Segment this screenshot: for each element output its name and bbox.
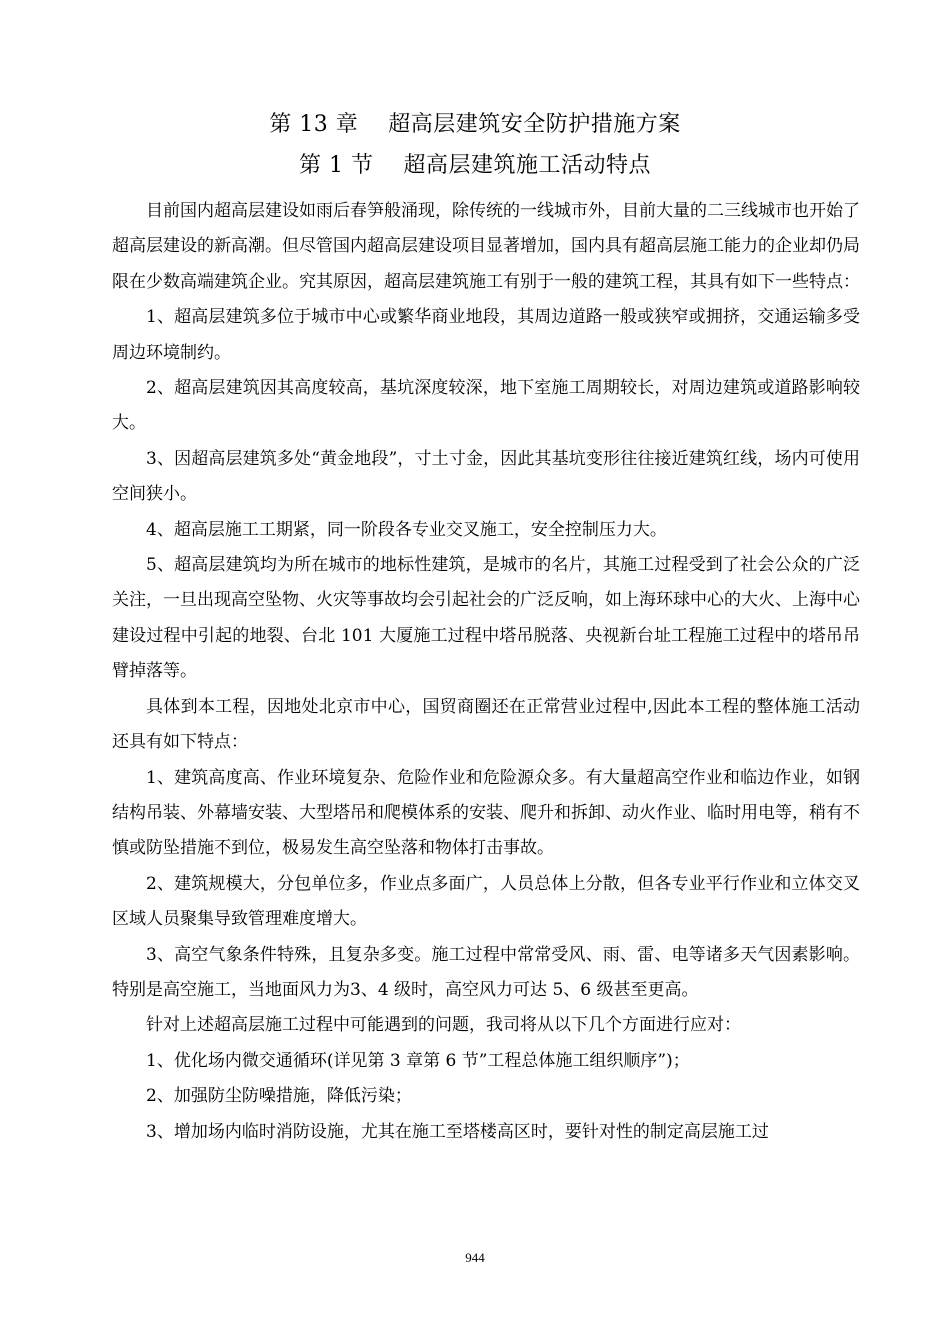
section-title: 第 1 节 超高层建筑施工活动特点 — [299, 153, 651, 178]
paragraph-feature-1: 1、超高层建筑多位于城市中心或繁华商业地段，其周边道路一般或狭窄或拥挤，交通运输多受周边环境制约。 — [112, 307, 860, 363]
paragraph-intro: 目前国内超高层建设如雨后春笋般涌现，除传统的一线城市外，目前大量的二三线城市也开始了超高层建设的新高潮。但尽管国内超高层建设项目显著增加，国内具有超高层施工能力的企业却仍局限在少数高端建筑企业。究其原因，超高层建筑施工有别于一般的建筑工程，其具有如下一些特点： — [112, 201, 860, 292]
paragraph-feature-5: 5、超高层建筑均为所在城市的地标性建筑，是城市的名片，其施工过程受到了社会公众的广泛关注，一旦出现高空坠物、火灾等事故均会引起社会的广泛反响，如上海环球中心的大火、上海中心建设过程中引起的地裂、台北 101 大厦施工过程中塔吊脱落、央视新台址工程施工过程中的塔吊吊臂掉落等。 — [112, 555, 860, 682]
paragraph-feature-4: 4、超高层施工工期紧，同一阶段各专业交叉施工，安全控制压力大。 — [146, 519, 667, 540]
chapter-title: 第 13 章 超高层建筑安全防护措施方案 — [269, 112, 681, 137]
paragraph-project-feature-2: 2、建筑规模大，分包单位多，作业点多面广，人员总体上分散，但各专业平行作业和立体交叉区域人员聚集导致管理难度增大。 — [112, 873, 860, 930]
paragraph-project-intro: 具体到本工程，因地处北京市中心，国贸商圈还在正常营业过程中,因此本工程的整体施工活动还具有如下特点： — [112, 696, 860, 753]
paragraph-response-intro: 针对上述超高层施工过程中可能遇到的问题，我司将从以下几个方面进行应对： — [146, 1015, 741, 1036]
paragraph-response-1: 1、优化场内微交通循环(详见第 3 章第 6 节”工程总体施工组织顺序”)； — [146, 1050, 690, 1071]
paragraph-project-feature-3: 3、高空气象条件特殊，且复杂多变。施工过程中常常受风、雨、雷、电等诸多天气因素影响。特别是高空施工，当地面风力为3、4 级时，高空风力可达 5、6 级甚至更高。 — [112, 944, 860, 1000]
paragraph-response-2: 2、加强防尘防噪措施，降低污染； — [146, 1086, 412, 1107]
paragraph-project-feature-1: 1、建筑高度高、作业环境复杂、危险作业和危险源众多。有大量超高空作业和临边作业，如钢结构吊装、外幕墙安装、大型塔吊和爬模体系的安装、爬升和拆卸、动火作业、临时用电等，稍有不慎或防坠措施不到位，极易发生高空坠落和物体打击事故。 — [112, 767, 860, 859]
page-number: 944 — [465, 1250, 485, 1265]
paragraph-response-3: 3、增加场内临时消防设施，尤其在施工至塔楼高区时，要针对性的制定高层施工过 — [146, 1121, 769, 1142]
body-text — [112, 194, 860, 1150]
paragraph-feature-3: 3、因超高层建筑多处“黄金地段”，寸土寸金，因此其基坑变形往往接近建筑红线，场内可使用空间狭小。 — [112, 448, 860, 505]
paragraph-feature-2: 2、超高层建筑因其高度较高，基坑深度较深，地下室施工周期较长，对周边建筑或道路影响较大。 — [112, 378, 860, 434]
